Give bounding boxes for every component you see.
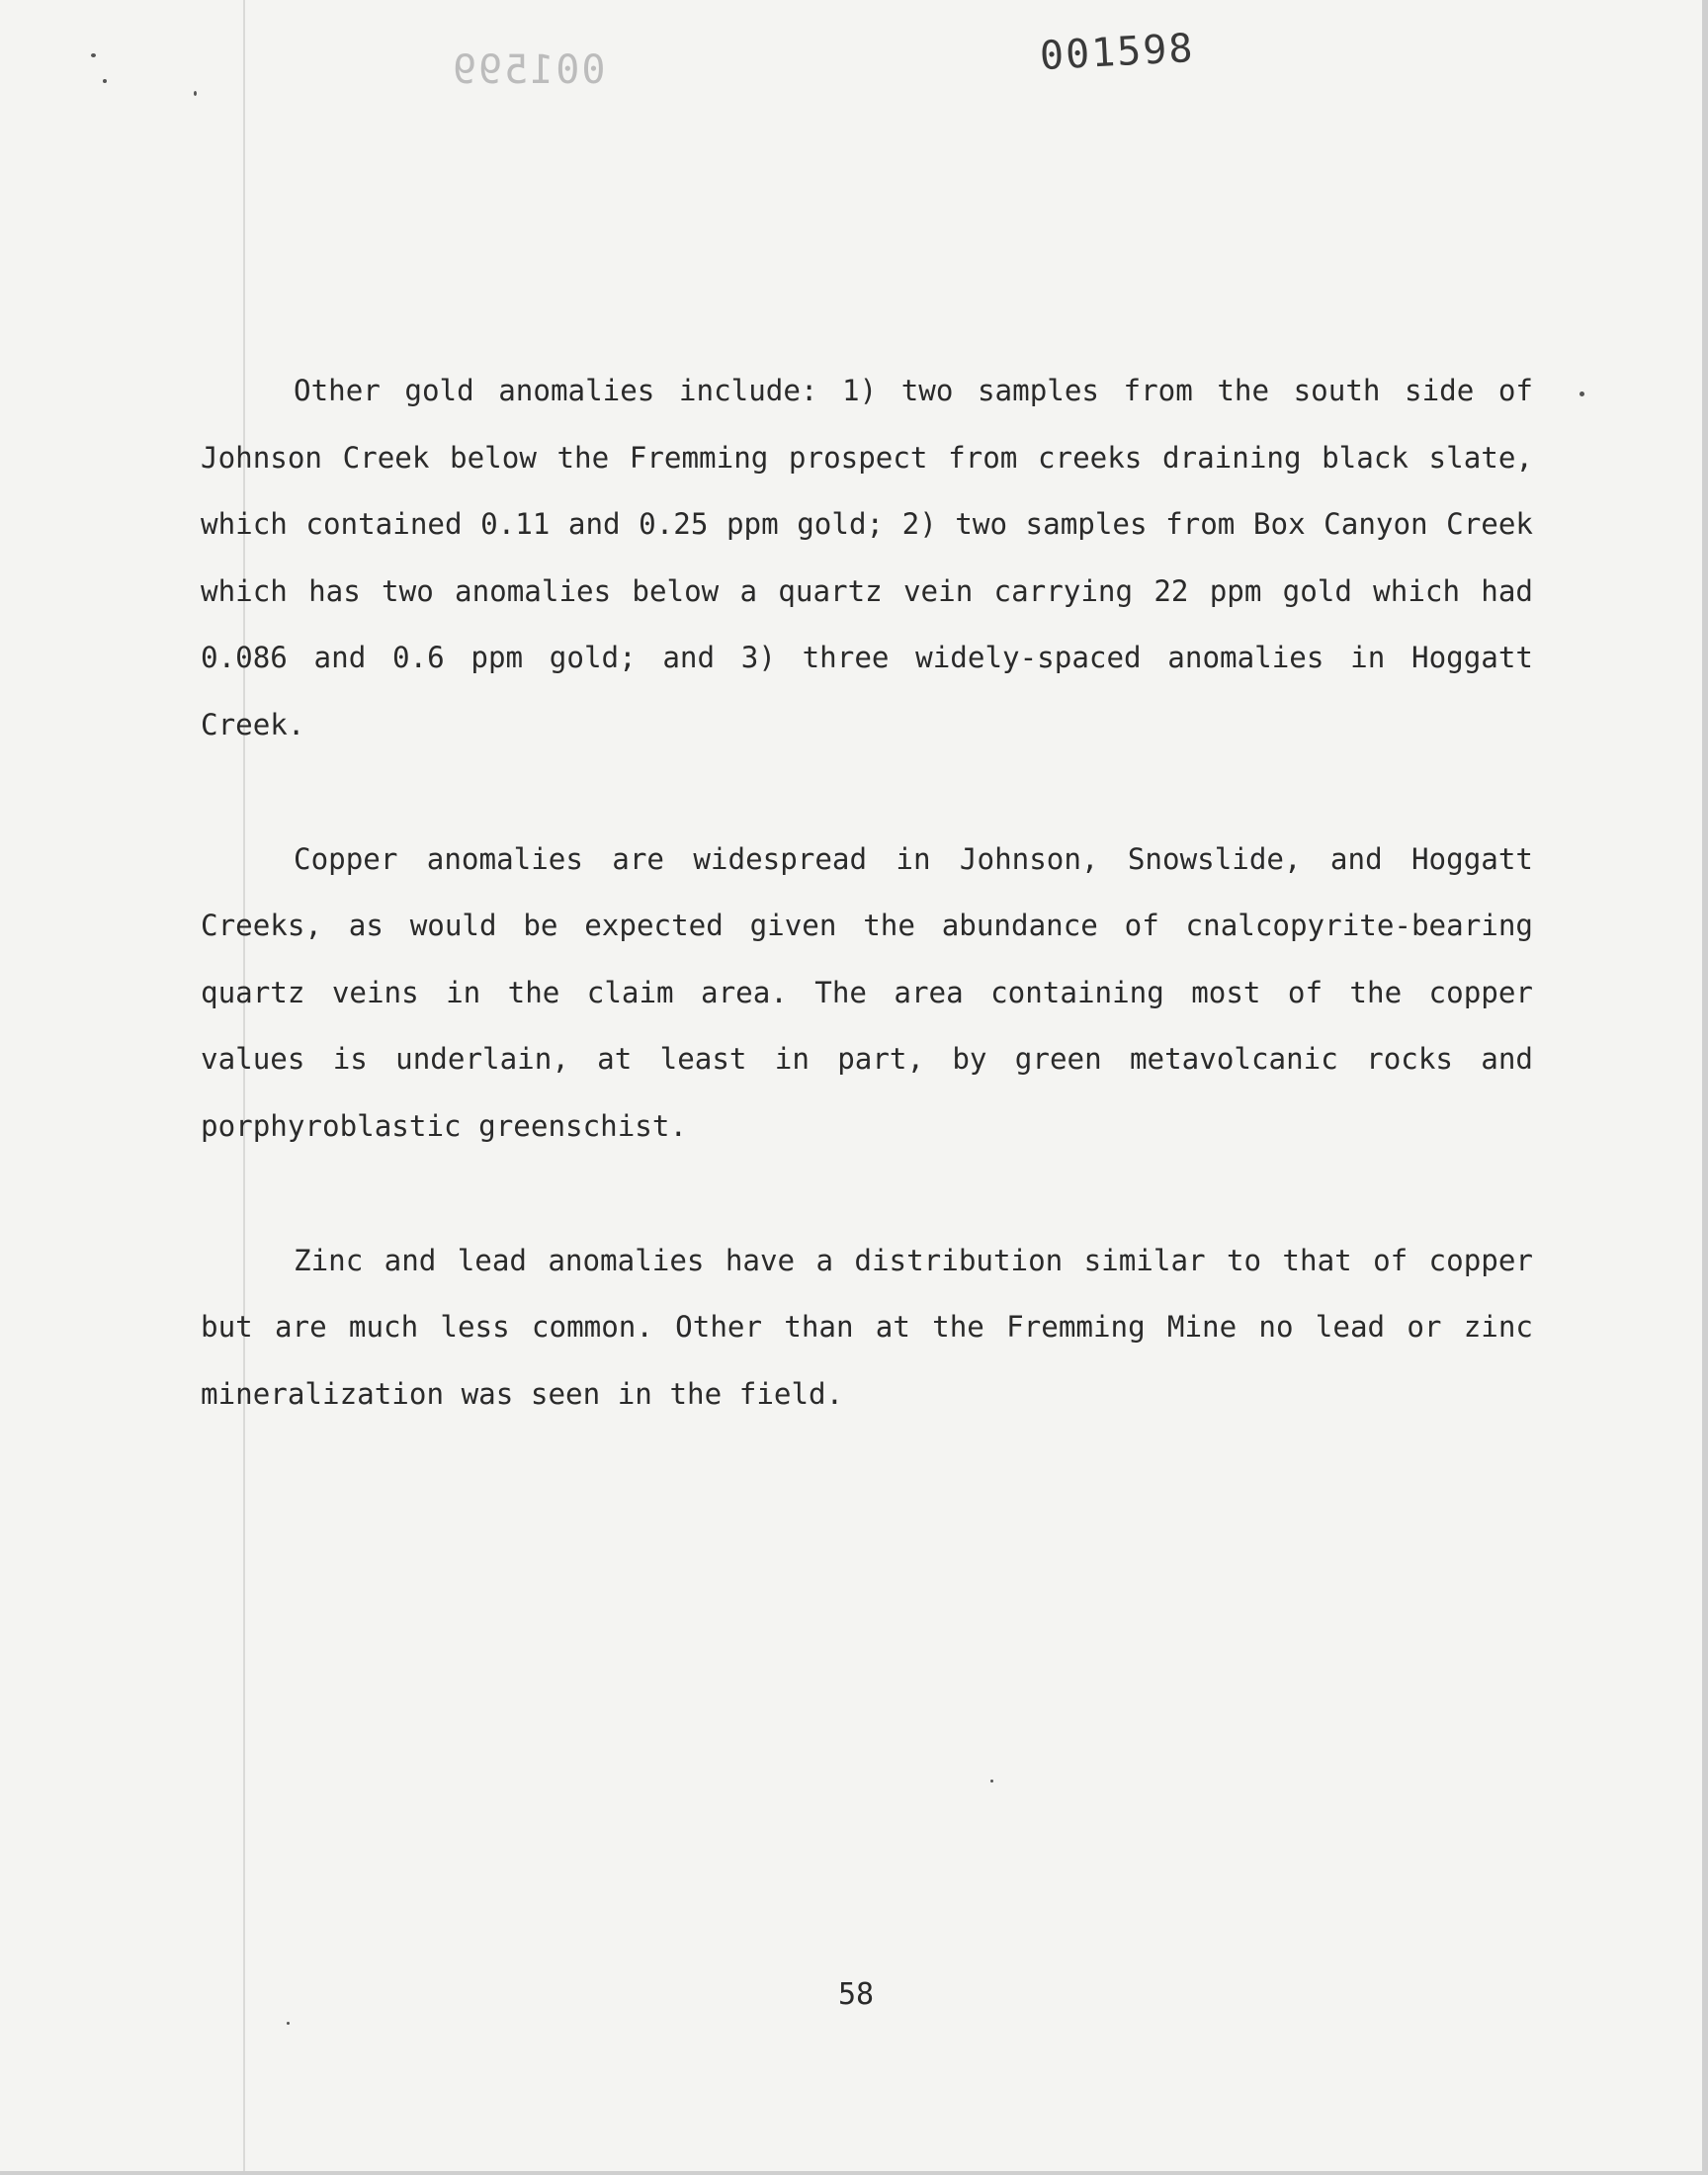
scan-speck [103, 79, 107, 83]
page-edge [1702, 0, 1708, 2175]
scan-speck [91, 53, 96, 57]
paragraph-gold-anomalies: Other gold anomalies include: 1) two samples from the south side of Johnson Creek below the Fremming prospect from creeks draining black slate, which contained 0.11 and 0.25 ppm gold; 2) two samples from Box Canyon Creek which has two anomalies below a quartz vein carrying 22 ppm gold which had 0.086 and 0.6 ppm gold; and 3) three widely-spaced anomalies in Hoggatt Creek. [201, 374, 1533, 741]
scan-speck [990, 1780, 993, 1783]
bleed-through-stamp: 001599 [451, 47, 606, 93]
body-text [201, 358, 1533, 1495]
paragraph-copper-anomalies: Copper anomalies are widespread in Johnson, Snowslide, and Hoggatt Creeks, as would be expected given the abundance of cnalcopyrite-bearing quartz veins in the claim area. The area containing most of the copper values is underlain, at least in part, by green metavolcanic rocks and porphyroblastic greenschist. [201, 841, 1533, 1143]
page-edge [0, 2171, 1708, 2175]
scan-speck [287, 2022, 290, 2025]
scan-speck [1580, 392, 1584, 396]
scan-speck [194, 91, 197, 96]
page-number: 58 [838, 1977, 875, 2012]
document-number-stamp: 001598 [1038, 25, 1196, 80]
paragraph-zinc-lead-anomalies: Zinc and lead anomalies have a distribution similar to that of copper but are much less common. Other than at the Fremming Mine no lead or zinc mineralization was seen in the field. [201, 1243, 1533, 1411]
